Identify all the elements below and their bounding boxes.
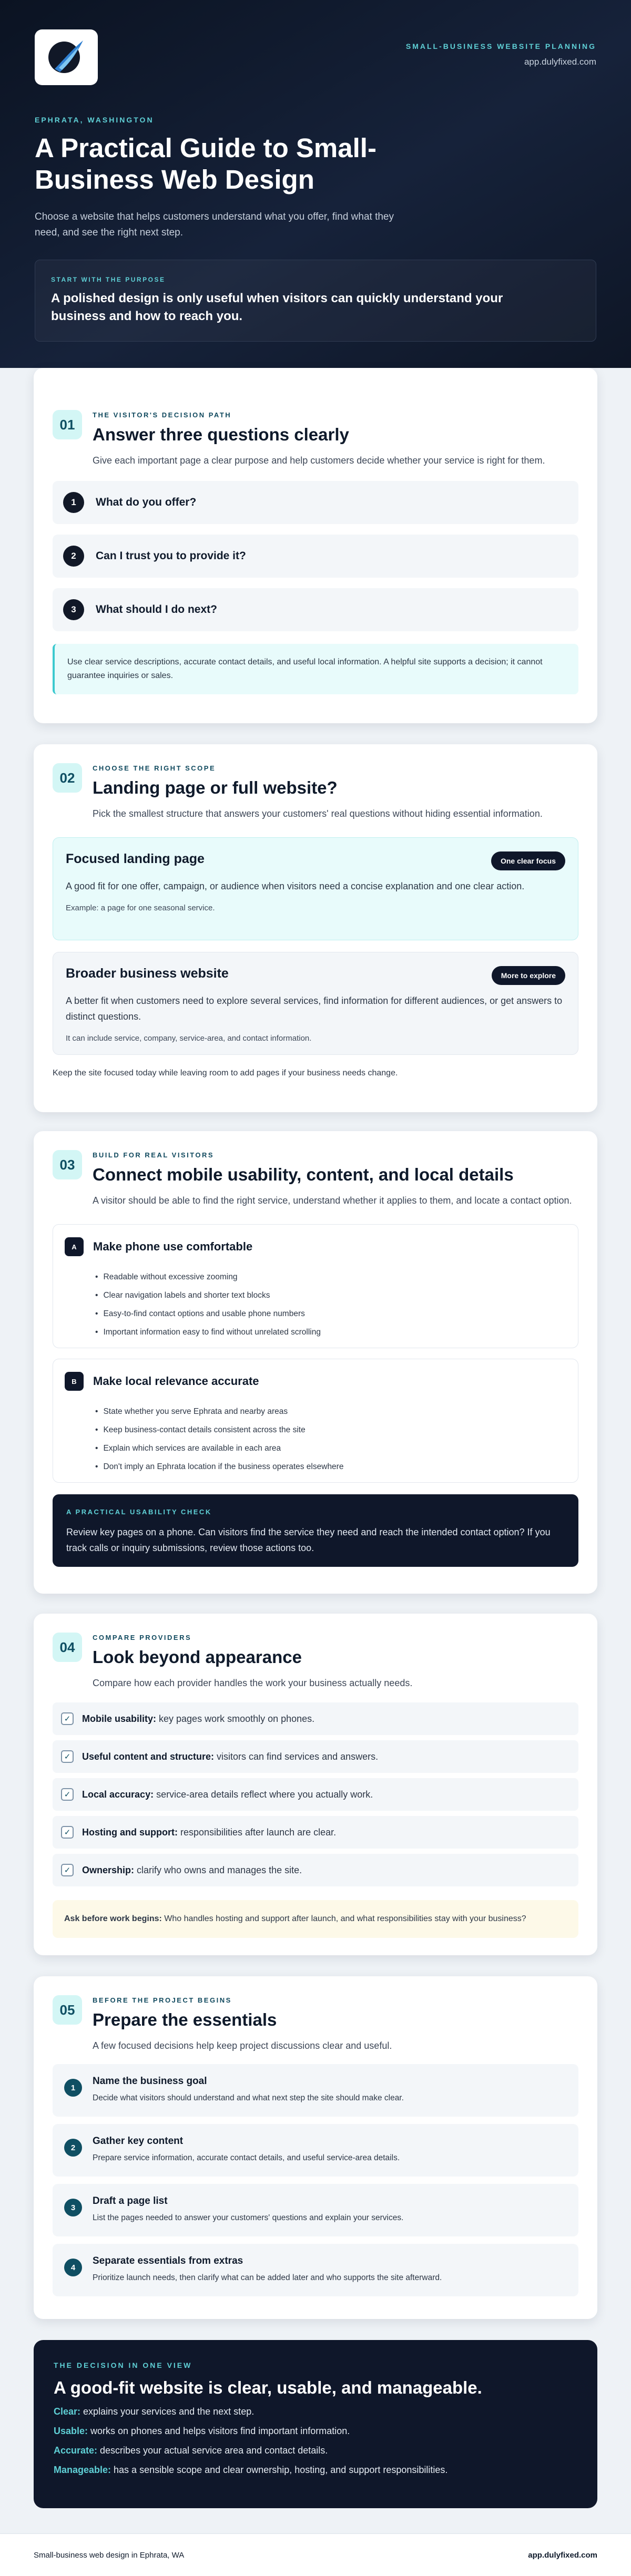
essential-number: 4: [64, 2259, 82, 2276]
hero-url[interactable]: app.dulyfixed.com: [524, 57, 596, 67]
callout-kicker: A PRACTICAL USABILITY CHECK: [66, 1508, 212, 1516]
hero-location: EPHRATA, WASHINGTON: [35, 116, 154, 124]
purpose-text: A polished design is only useful when visitors can quickly understand your business and how to reach you.: [51, 291, 503, 323]
check-icon: ✓: [61, 1712, 74, 1725]
list-item: • Readable without excessive zooming: [95, 1268, 566, 1286]
check-icon: ✓: [61, 1826, 74, 1839]
option-full-website: [53, 952, 578, 1055]
question-label: What do you offer?: [96, 496, 197, 508]
callout-text: Review key pages on a phone. Can visitors find the service they need and reach the intended contact option? If you track calls or inquiry submissions, review those actions too.: [66, 1527, 551, 1553]
section-desc: Compare how each provider handles the work your business actually needs.: [93, 1678, 413, 1688]
section-number: 03: [53, 1150, 82, 1179]
section-prepare: [34, 1976, 597, 2319]
list-item: • State whether you serve Ephrata and nearby areas: [95, 1402, 566, 1421]
hero: [0, 0, 631, 368]
section-title: Landing page or full website?: [93, 778, 338, 797]
logo-mark-icon: [44, 35, 88, 79]
summary-title: A good-fit website is clear, usable, and manageable.: [54, 2378, 482, 2397]
ask-callout: [53, 1900, 578, 1938]
purpose-kicker: START WITH THE PURPOSE: [51, 276, 166, 283]
option-badge: One clear focus: [491, 851, 565, 870]
essential-text: Prepare service information, accurate contact details, and useful service-area details.: [93, 2153, 400, 2162]
decision-summary: [34, 2340, 597, 2508]
section-kicker: BEFORE THE PROJECT BEGINS: [93, 1996, 232, 2004]
section-decision-path: [34, 368, 597, 723]
summary-label: Clear:: [54, 2406, 81, 2417]
card-badge: A: [65, 1237, 84, 1256]
section-number: 01: [53, 410, 82, 439]
check-icon: ✓: [61, 1750, 74, 1763]
question-number: 2: [63, 546, 84, 567]
essential-title: Draft a page list: [93, 2195, 168, 2206]
checklist-label: Local accuracy:: [82, 1789, 154, 1800]
section-footnote: Keep the site focused today while leaving room to add pages if your business needs change.: [53, 1069, 398, 1077]
essential-number: 2: [64, 2139, 82, 2157]
checklist-item: [53, 1740, 578, 1773]
essential-number: 3: [64, 2199, 82, 2216]
section-desc: A visitor should be able to find the right service, understand whether it applies to them, and locate a contact option.: [93, 1195, 572, 1206]
ask-label: Ask before work begins:: [64, 1914, 162, 1923]
option-example: It can include service, company, service-area, and contact information.: [66, 1034, 312, 1043]
essential-title: Separate essentials from extras: [93, 2255, 243, 2266]
section-title: Connect mobile usability, content, and local details: [93, 1165, 514, 1184]
summary-label: Accurate:: [54, 2445, 98, 2456]
checklist-item: [53, 1854, 578, 1886]
question-row: [53, 481, 578, 524]
checklist-text: visitors can find services and answers.: [214, 1751, 379, 1762]
checklist-label: Useful content and structure:: [82, 1751, 215, 1762]
section-number: 05: [53, 1995, 82, 2025]
summary-label: Manageable:: [54, 2465, 111, 2475]
section-usability: [34, 1131, 597, 1594]
card-badge: B: [65, 1372, 84, 1391]
essential-item: [53, 2244, 578, 2296]
checklist-item: [53, 1778, 578, 1811]
question-number: 3: [63, 599, 84, 620]
logo[interactable]: [35, 29, 98, 85]
footer: [0, 2533, 631, 2576]
checklist-text: clarify who owns and manages the site.: [134, 1864, 302, 1875]
option-title: Broader business website: [66, 966, 229, 981]
card-title: Make phone use comfortable: [93, 1240, 253, 1253]
essential-item: [53, 2064, 578, 2117]
section-scope: [34, 744, 597, 1112]
summary-row: [54, 2445, 577, 2456]
essential-number: 1: [64, 2079, 82, 2097]
checklist-label: Hosting and support:: [82, 1826, 178, 1838]
section-desc: Give each important page a clear purpose and help customers decide whether your service is right for them.: [93, 455, 545, 466]
hero-lead: Choose a website that helps customers understand what you offer, find what they need, and see the right next step.: [35, 211, 394, 238]
list-item: • Important information easy to find without unrelated scrolling: [95, 1323, 566, 1341]
essential-text: Prioritize launch needs, then clarify what can be added later and who supports the site afterward.: [93, 2273, 442, 2282]
ask-text: Who handles hosting and support after launch, and what responsibilities stay with your business?: [161, 1914, 526, 1923]
option-landing-page: [53, 837, 578, 940]
card-phone-use: [53, 1224, 578, 1348]
section-compare-providers: [34, 1614, 597, 1955]
question-number: 1: [63, 492, 84, 513]
essential-title: Name the business goal: [93, 2076, 207, 2087]
hero-kicker: SMALL-BUSINESS WEBSITE PLANNING: [405, 42, 596, 50]
question-row: [53, 535, 578, 578]
option-text: A better fit when customers need to explore several services, find information for different audiences, or get answers to distinct questions.: [66, 995, 563, 1022]
section-number: 04: [53, 1633, 82, 1662]
essential-text: Decide what visitors should understand and what next step the site should make clear.: [93, 2093, 404, 2102]
section-desc: Pick the smallest structure that answers your customers' real questions without hiding essential information.: [93, 808, 543, 819]
question-label: Can I trust you to provide it?: [96, 550, 246, 562]
option-title: Focused landing page: [66, 851, 205, 866]
section-title: Look beyond appearance: [93, 1647, 302, 1667]
question-row: [53, 588, 578, 631]
checklist-text: responsibilities after launch are clear.: [177, 1826, 337, 1838]
summary-row: [54, 2426, 577, 2437]
purpose-callout: [35, 260, 596, 342]
essential-title: Gather key content: [93, 2136, 184, 2147]
checklist-label: Mobile usability:: [82, 1713, 157, 1724]
list-item: • Explain which services are available in each area: [95, 1439, 566, 1458]
usability-check-callout: [53, 1494, 578, 1567]
list-item: • Keep business-contact details consistent across the site: [95, 1421, 566, 1439]
check-icon: ✓: [61, 1864, 74, 1876]
summary-text: works on phones and helps visitors find important information.: [88, 2426, 350, 2436]
list-item: • Clear navigation labels and shorter text blocks: [95, 1286, 566, 1305]
section-kicker: BUILD FOR REAL VISITORS: [93, 1151, 215, 1159]
summary-text: explains your services and the next step.: [80, 2406, 255, 2417]
section-kicker: CHOOSE THE RIGHT SCOPE: [93, 764, 216, 772]
summary-kicker: THE DECISION IN ONE VIEW: [54, 2361, 192, 2369]
summary-text: has a sensible scope and clear ownership, hosting, and support responsibilities.: [111, 2465, 448, 2475]
checklist-label: Ownership:: [82, 1864, 135, 1875]
section-kicker: COMPARE PROVIDERS: [93, 1634, 192, 1641]
summary-row: [54, 2406, 577, 2417]
section-desc: A few focused decisions help keep project discussions clear and useful.: [93, 2040, 392, 2051]
card-title: Make local relevance accurate: [93, 1374, 259, 1388]
checklist-item: [53, 1816, 578, 1849]
card-local-relevance: [53, 1359, 578, 1483]
section-note: Use clear service descriptions, accurate contact details, and useful local information. A helpful site supports a decision; it cannot guarantee inquiries or sales.: [53, 644, 578, 694]
footer-text: Small-business web design in Ephrata, WA: [34, 2550, 185, 2560]
section-number: 02: [53, 763, 82, 793]
check-icon: ✓: [61, 1788, 74, 1801]
summary-text: describes your actual service area and contact details.: [97, 2445, 328, 2456]
checklist-item: [53, 1702, 578, 1735]
option-text: A good fit for one offer, campaign, or audience when visitors need a concise explanation and one clear action.: [66, 881, 525, 891]
summary-label: Usable:: [54, 2426, 88, 2436]
essential-item: [53, 2184, 578, 2236]
section-kicker: THE VISITOR'S DECISION PATH: [93, 411, 232, 419]
essential-item: [53, 2124, 578, 2177]
list-item: • Don't imply an Ephrata location if the business operates elsewhere: [95, 1458, 566, 1476]
section-title: Prepare the essentials: [93, 2010, 277, 2029]
footer-link[interactable]: app.dulyfixed.com: [528, 2550, 597, 2560]
summary-row: [54, 2465, 577, 2476]
question-label: What should I do next?: [96, 603, 217, 615]
essential-text: List the pages needed to answer your customers' questions and explain your services.: [93, 2213, 404, 2222]
option-example: Example: a page for one seasonal service.: [66, 904, 215, 912]
section-title: Answer three questions clearly: [93, 425, 349, 444]
checklist-text: key pages work smoothly on phones.: [156, 1713, 315, 1724]
checklist-text: service-area details reflect where you actually work.: [154, 1789, 373, 1800]
page-title: A Practical Guide to Small-Business Web Design: [35, 133, 376, 194]
option-badge: More to explore: [492, 966, 565, 985]
list-item: • Easy-to-find contact options and usable phone numbers: [95, 1305, 566, 1323]
